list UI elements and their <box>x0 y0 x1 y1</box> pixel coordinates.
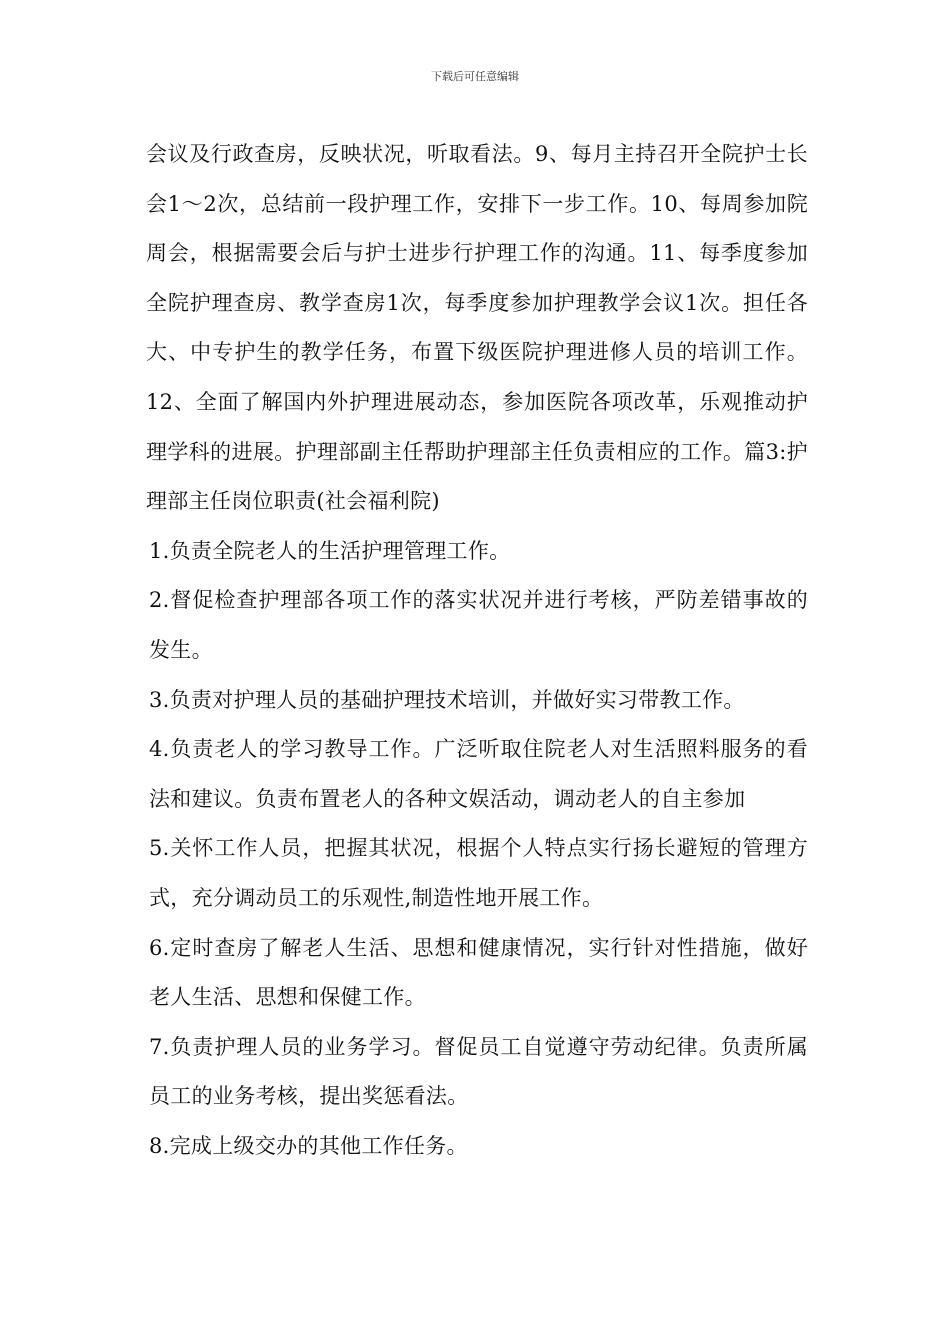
duty-item-2: 2.督促检查护理部各项工作的落实状况并进行考核，严防差错事故的发生。 <box>149 588 808 662</box>
body-paragraph-continuation: 会议及行政查房，反映状况，听取看法。9、每月主持召开全院护士长会1～2次，总结前一段护理工作，安排下一步工作。10、每周参加院周会，根据需要会后与护士进步行护理工作的沟通。11、每季度参加全院护理查房、教学查房1次，每季度参加护理教学会议1次。担任各大、中专护生的教学任务，布置下级医院护理进修人员的培训工作。12、全面了解国内外护理进展动态，参加医院各项改革，乐观推动护理学科的进展。护理部副主任帮助护理部主任负责相应的工作。篇3:护理部主任岗位职责(社会福利院) <box>146 142 808 514</box>
duty-item-7: 7.负责护理人员的业务学习。督促员工自觉遵守劳动纪律。负责所属员工的业务考核，提出奖惩看法。 <box>149 1034 808 1109</box>
duty-item-1: 1.负责全院老人的生活护理管理工作。 <box>149 538 511 563</box>
document-body <box>146 130 808 1171</box>
page-header-note: 下载后可任意编辑 <box>431 70 519 83</box>
duty-item-8: 8.完成上级交办的其他工作任务。 <box>149 1133 468 1158</box>
duty-item-3: 3.负责对护理人员的基础护理技术培训，并做好实习带教工作。 <box>149 687 745 712</box>
duty-item-6: 6.定时查房了解老人生活、思想和健康情况，实行针对性措施，做好老人生活、思想和保健工作。 <box>149 935 808 1010</box>
duty-item-5: 5.关怀工作人员，把握其状况，根据个人特点实行扬长避短的管理方式，充分调动员工的乐观性,制造性地开展工作。 <box>149 836 808 910</box>
duty-item-4: 4.负责老人的学习教导工作。广泛听取住院老人对生活照料服务的看法和建议。负责布置老人的各种文娱活动，调动老人的自主参加 <box>149 737 808 811</box>
